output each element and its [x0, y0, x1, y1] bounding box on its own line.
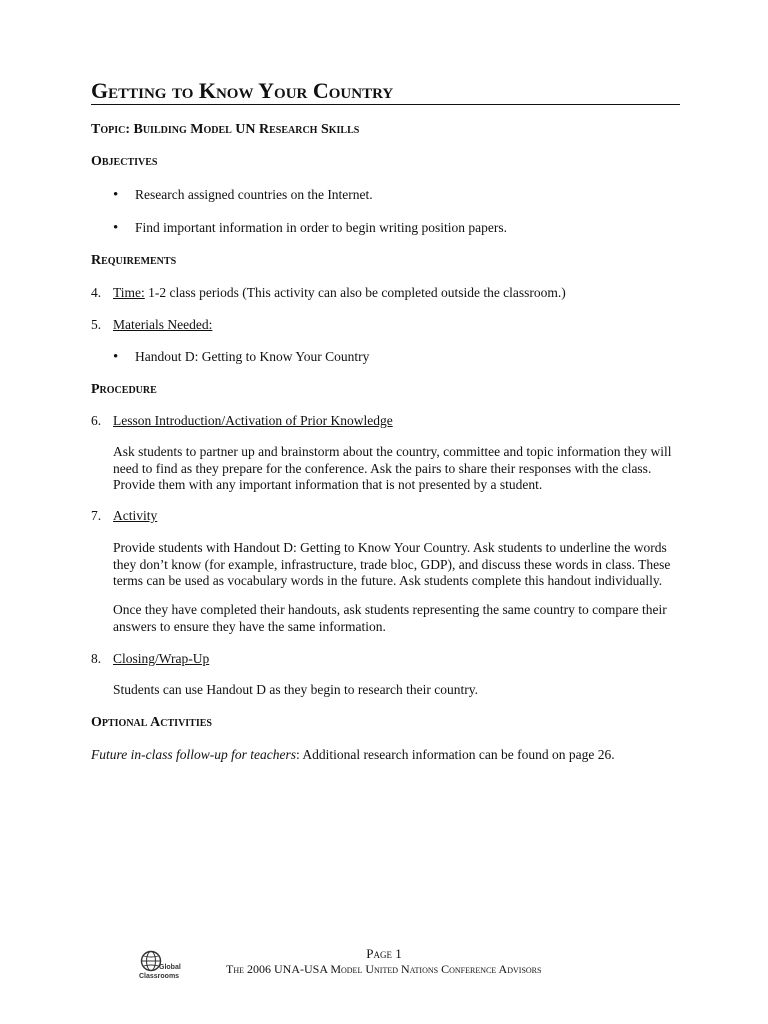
procedure-paragraph: Ask students to partner up and brainstorm about the country, committee and topic information they will need to find as they prepare for the conference. Ask the pairs to share their responses with the class. Provide them with any important information that is not presented by a student.	[113, 444, 672, 492]
logo-text-classrooms: Classrooms	[139, 973, 180, 980]
procedure-paragraph: Provide students with Handout D: Getting to Know Your Country. Ask students to underline the words they don’t know (for example, infrastructure, trade bloc, GDP), and discuss these words in class. These terms can be used as vocabulary words in the future. Ask students complete this handout individually.	[113, 540, 671, 588]
item-text: 1-2 class periods (This activity can also be completed outside the classroom.)	[144, 285, 566, 300]
procedure-step-introduction	[91, 412, 393, 430]
procedure-step-activity	[91, 507, 157, 525]
item-number: 6.	[91, 413, 102, 428]
procedure-paragraph: Once they have completed their handouts, ask students representing the same country to compare their answers to ensure they have the same information.	[113, 602, 667, 634]
optional-italic-label: Future in-class follow-up for teachers	[91, 747, 296, 762]
objective-item	[113, 219, 507, 237]
objective-text: Find important information in order to begin writing position papers.	[135, 220, 507, 235]
requirement-time	[91, 284, 566, 302]
objectives-heading: Objectives	[91, 154, 158, 169]
procedure-step-closing	[91, 650, 209, 668]
topic-heading: Topic: Building Model UN Research Skills	[91, 122, 360, 137]
optional-body: : Additional research information can be found on page 26.	[295, 747, 615, 762]
document-title: Getting to Know Your Country	[91, 78, 680, 105]
item-number: 7.	[91, 508, 102, 523]
item-label: Lesson Introduction/Activation of Prior Knowledge	[113, 413, 393, 428]
objective-item	[113, 186, 373, 204]
bullet-icon: •	[113, 220, 119, 236]
optional-activities-heading: Optional Activities	[91, 715, 212, 730]
item-label: Closing/Wrap-Up	[113, 651, 210, 666]
material-text: Handout D: Getting to Know Your Country	[135, 349, 370, 364]
page-number: Page 1	[366, 946, 402, 961]
procedure-heading: Procedure	[91, 382, 157, 397]
procedure-paragraph: Students can use Handout D as they begin to research their country.	[113, 682, 479, 697]
bullet-icon: •	[113, 187, 119, 203]
material-item	[113, 348, 369, 366]
optional-activities-text	[91, 746, 615, 764]
item-number: 8.	[91, 651, 102, 666]
item-label: Time:	[113, 285, 145, 300]
objective-text: Research assigned countries on the Internet.	[135, 187, 373, 202]
item-number: 5.	[91, 317, 102, 332]
item-number: 4.	[91, 285, 102, 300]
footer-conference-line: The 2006 UNA-USA Model United Nations Conference Advisors	[226, 962, 542, 976]
item-label: Materials Needed:	[113, 317, 213, 332]
requirement-materials	[91, 316, 212, 334]
bullet-icon: •	[113, 349, 119, 365]
requirements-heading: Requirements	[91, 253, 177, 268]
item-label: Activity	[113, 508, 158, 523]
logo-text-global: Global	[159, 964, 181, 971]
